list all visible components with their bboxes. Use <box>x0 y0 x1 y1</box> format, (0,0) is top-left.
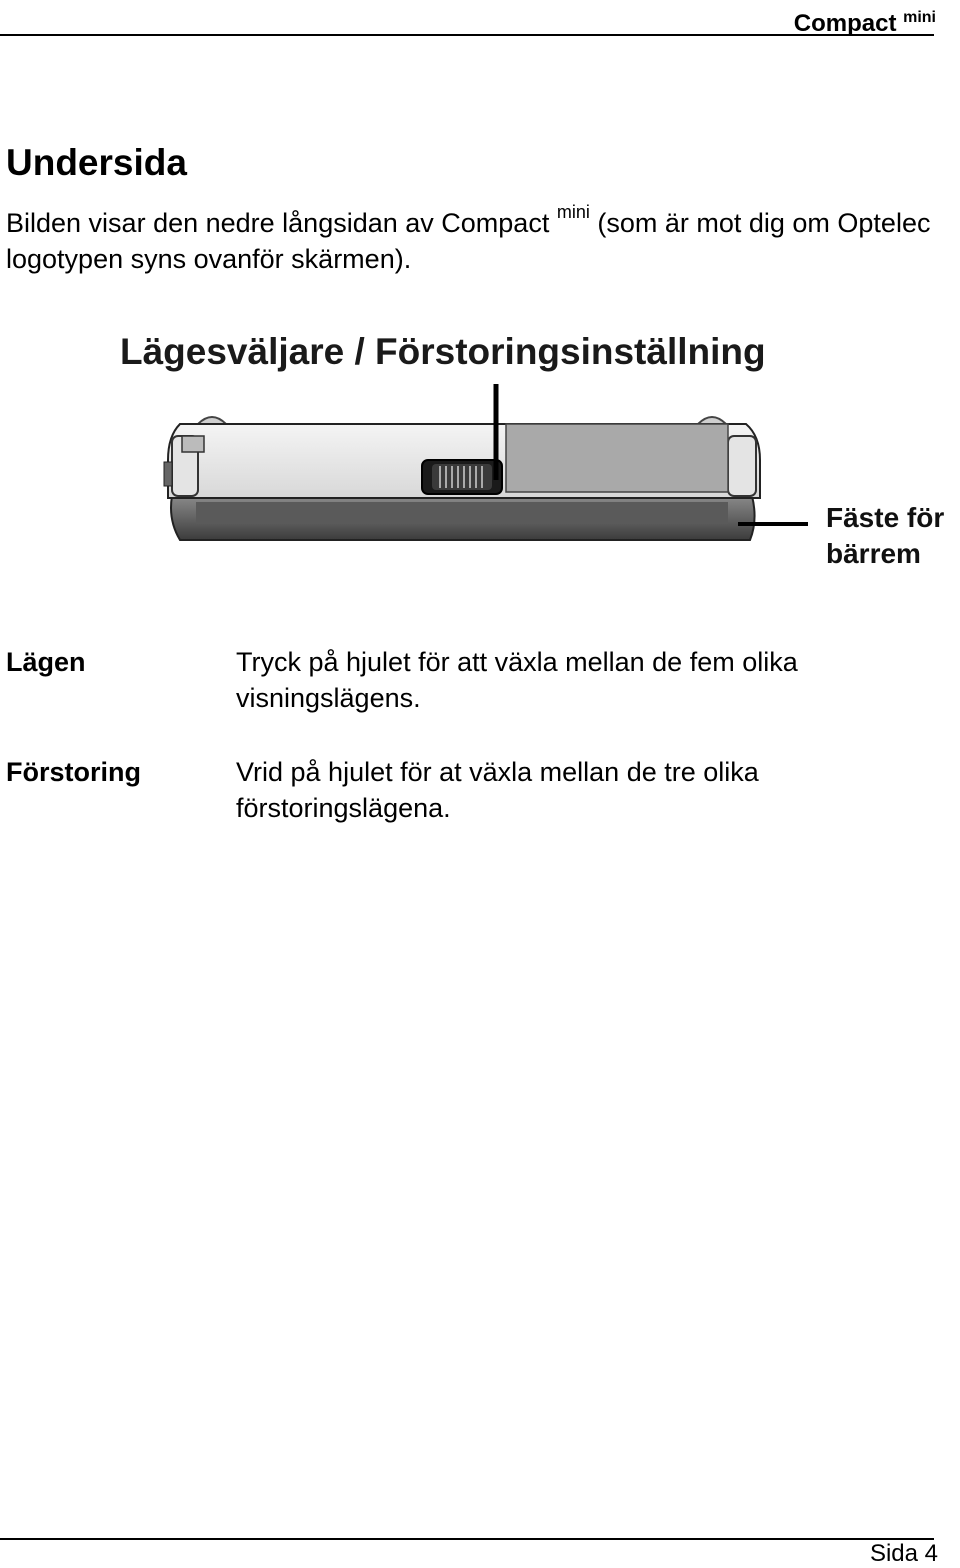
term-magnification: Förstoring <box>6 757 141 787</box>
left-port <box>182 436 204 452</box>
section-heading: Undersida <box>6 142 187 183</box>
side-button <box>164 462 172 486</box>
description-modes: Tryck på hjulet för att växla mellan de fem olika visningslägens. <box>236 647 798 713</box>
intro-text-1: Bilden visar den nedre långsidan av Compact <box>6 208 557 238</box>
strap-label-line-2: bärrem <box>826 538 921 569</box>
strap-attachment-label <box>826 500 944 572</box>
term-modes: Lägen <box>6 647 86 677</box>
page-number: Sida 4 <box>869 1540 938 1567</box>
intro-text-2: (som är mot dig om Optelec logotypen syns ovanför skärmen). <box>6 208 931 274</box>
right-end-cap <box>728 436 756 496</box>
right-foot-bump <box>698 417 726 424</box>
header-rule <box>0 34 934 36</box>
footer-rule <box>0 1538 934 1540</box>
battery-panel <box>506 424 728 492</box>
base-edge-highlight <box>196 502 728 524</box>
description-magnification: Vrid på hjulet för at växla mellan de tre olika förstoringslägena. <box>236 757 759 823</box>
header-product: Compact <box>793 10 897 37</box>
intro-paragraph <box>6 194 946 277</box>
device-bottom-illustration <box>0 380 960 550</box>
left-foot-bump <box>198 417 226 424</box>
intro-superscript: mini <box>556 202 590 222</box>
header-product-suffix: mini <box>903 9 936 26</box>
diagram-caption: Lägesväljare / Förstoringsinställning <box>120 331 766 372</box>
strap-label-line-1: Fäste för <box>826 502 945 533</box>
